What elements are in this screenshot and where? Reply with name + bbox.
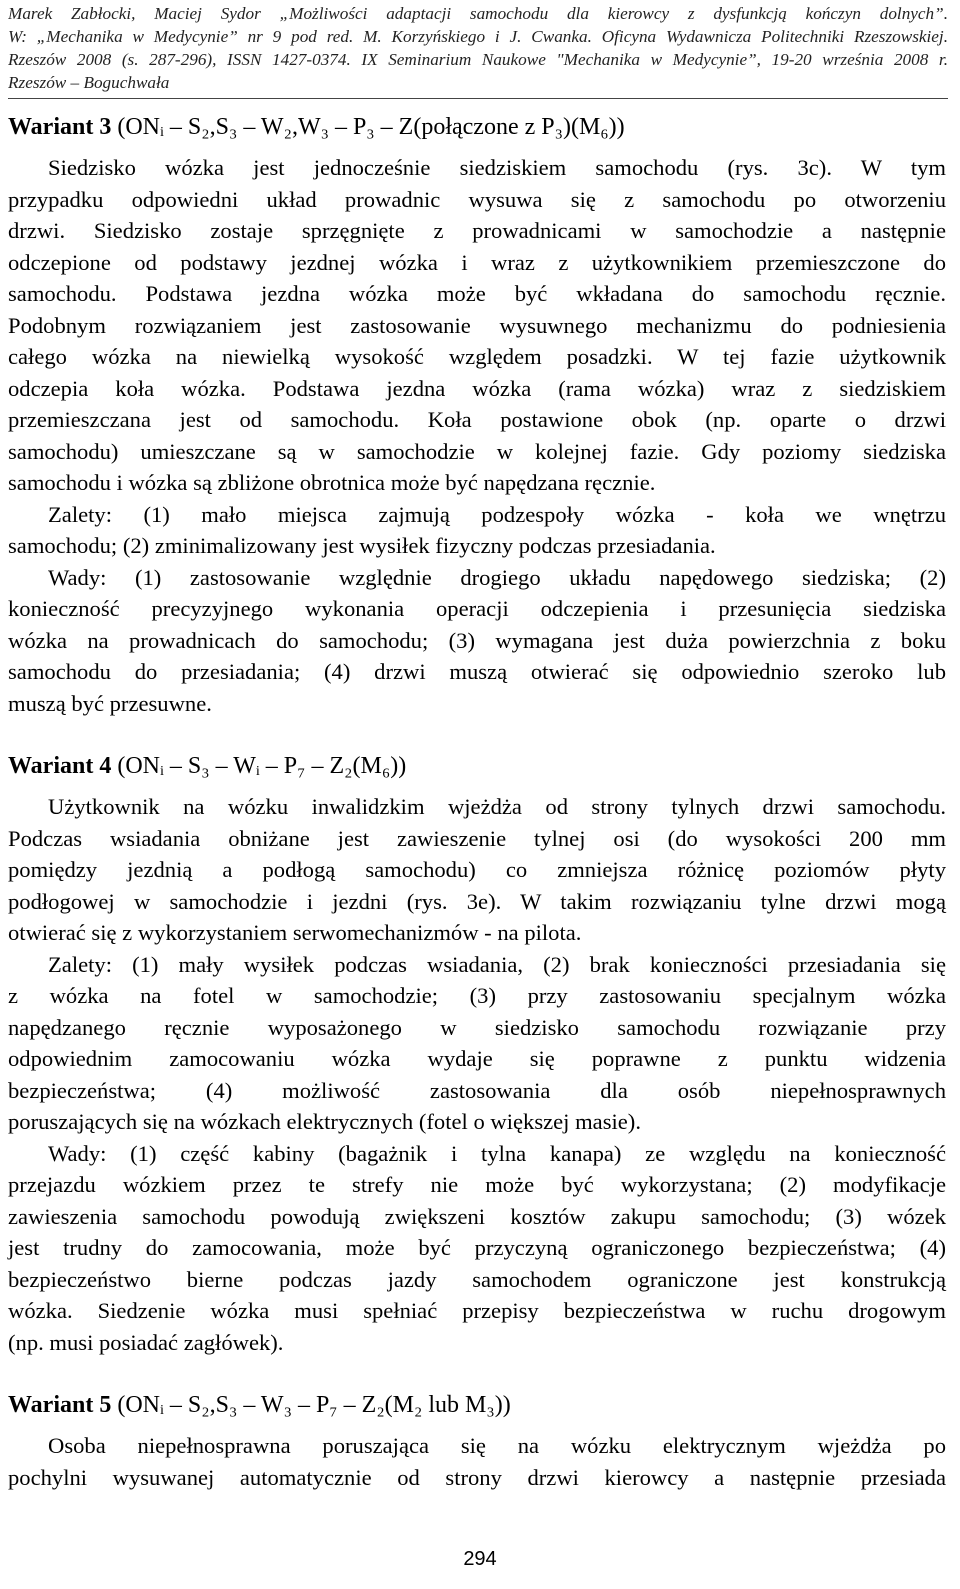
text-line: podłogowej w samochodzie i jezdni (rys. 3e). W takim rozwiązaniu tylne drzwi mogą	[8, 888, 946, 914]
text-line: (np. musi posiadać zagłówek).	[8, 1329, 284, 1355]
text-line: Zalety: (1) mały wysiłek podczas wsiadania, (2) brak konieczności przesiadania się	[48, 951, 946, 977]
text-line: odczepia koła wózka. Podstawa jezdna wózka (rama wózka) wraz z siedziskiem	[8, 375, 946, 401]
paragraph	[8, 562, 946, 720]
text-line: wózka. Siedzenie wózka musi spełniać przepisy bezpieczeństwa w ruchu drogowym	[8, 1298, 946, 1323]
citation-header	[8, 2, 948, 99]
citation-line: Rzeszów – Boguchwała	[8, 73, 170, 92]
text-line: pochylni wysuwanej automatycznie od strony drzwi kierowcy a następnie przesiada	[8, 1464, 946, 1490]
paragraph	[8, 949, 946, 1138]
section-heading-label: Wariant 4	[8, 753, 112, 779]
page-body	[8, 112, 946, 1493]
paragraph	[8, 791, 946, 949]
text-line: otwierać się z wykorzystaniem serwomechanizmów - na pilota.	[8, 920, 582, 945]
section-heading-formula: (ONᵢ – S₂,S₃ – W₃ – P₇ – Z₂(M₂ lub M₃))	[117, 1392, 511, 1418]
section-heading-wariant-3	[8, 112, 946, 142]
text-line: samochodu do przesiadania; (4) drzwi muszą otwierać się odpowiednio szeroko lub	[8, 659, 946, 684]
citation-line: Rzeszów 2008 (s. 287-296), ISSN 1427-0374. IX Seminarium Naukowe "Mechanika w Medycynie”, 19-20 września 2008 r.	[8, 50, 948, 69]
section-heading-wariant-5	[8, 1390, 946, 1420]
text-line: napędzanego ręcznie wyposażonego w siedzisko samochodu rozwiązanie przy	[8, 1014, 946, 1040]
section-heading-label: Wariant 5	[8, 1392, 112, 1418]
text-line: przejazdu wózkiem przez te strefy nie może być wykorzystana; (2) modyfikacje	[8, 1172, 946, 1197]
text-line: Podczas wsiadania obniżane jest zawieszenie tylnej osi (do wysokości 200 mm	[8, 825, 946, 851]
paragraph	[8, 499, 946, 562]
paragraph	[8, 1138, 946, 1359]
text-line: jest trudny do zamocowania, może być przyczyną ograniczonego bezpieczeństwa; (4)	[8, 1235, 946, 1260]
text-line: przypadku odpowiedni układ prowadnic wysuwa się z samochodu po otworzeniu	[8, 186, 946, 212]
text-line: samochodu i wózka są zbliżone obrotnica może być napędzana ręcznie.	[8, 470, 656, 495]
text-line: Siedzisko wózka jest jednocześnie siedziskiem samochodu (rys. 3c). W tym	[48, 155, 946, 180]
text-line: konieczność precyzyjnego wykonania operacji odczepienia i przesunięcia siedziska	[8, 596, 946, 621]
paragraph	[8, 152, 946, 499]
text-line: samochodu) umieszczane są w samochodzie w kolejnej fazie. Gdy poziomy siedziska	[8, 438, 946, 464]
section-heading-formula: (ONᵢ – S₂,S₃ – W₂,W₃ – P₃ – Z(połączone z P₃)(M₆))	[117, 114, 625, 140]
text-line: samochodu. Podstawa jezdna wózka może być wkładana do samochodu ręcznie.	[8, 281, 946, 306]
text-line: bezpieczeństwo bierne podczas jazdy samochodem ograniczone jest konstrukcją	[8, 1266, 946, 1292]
text-line: poruszających się na wózkach elektrycznych (fotel o większej masie).	[8, 1109, 641, 1134]
section-heading-wariant-4	[8, 751, 946, 781]
paragraph	[8, 1430, 946, 1493]
text-line: muszą być przesuwne.	[8, 690, 212, 716]
text-line: Zalety: (1) mało miejsca zajmują podzespoły wózka - koła we wnętrzu	[48, 501, 946, 527]
text-line: zawieszenia samochodu powodują zwiększeni kosztów zakupu samochodu; (3) wózek	[8, 1203, 946, 1229]
text-line: z wózka na fotel w samochodzie; (3) przy zastosowaniu specjalnym wózka	[8, 983, 946, 1008]
text-line: drzwi. Siedzisko zostaje sprzęgnięte z prowadnicami w samochodzie a następnie	[8, 218, 946, 243]
citation-line: W: „Mechanika w Medycynie” nr 9 pod red. M. Korzyńskiego i J. Cwanka. Oficyna Wydawnicza Politechniki Rzeszowskiej.	[8, 27, 948, 46]
text-line: przemieszczana jest od samochodu. Koła postawione obok (np. oparte o drzwi	[8, 407, 946, 432]
text-line: Osoba niepełnosprawna poruszająca się na wózku elektrycznym wjeżdża po	[48, 1433, 946, 1458]
text-line: odczepione od podstawy jezdnej wózka i wraz z użytkownikiem przemieszczone do	[8, 249, 946, 275]
text-line: całego wózka na niewielką wysokość względem posadzki. W tej fazie użytkownik	[8, 344, 946, 369]
text-line: Wady: (1) część kabiny (bagażnik i tylna kanapa) ze względu na konieczność	[48, 1140, 946, 1166]
text-line: odpowiednim zamocowaniu wózka wydaje się poprawne z punktu widzenia	[8, 1046, 946, 1071]
text-line: pomiędzy jezdnią a podłogą samochodu) co zmniejsza różnicę poziomów płyty	[8, 857, 946, 882]
text-line: Użytkownik na wózku inwalidzkim wjeżdża od strony tylnych drzwi samochodu.	[48, 794, 946, 819]
text-line: Wady: (1) zastosowanie względnie drogiego układu napędowego siedziska; (2)	[48, 564, 946, 590]
text-line: bezpieczeństwa; (4) możliwość zastosowania dla osób niepełnosprawnych	[8, 1077, 946, 1103]
section-heading-formula: (ONᵢ – S₃ – Wᵢ – P₇ – Z₂(M₆))	[117, 753, 407, 779]
section-heading-label: Wariant 3	[8, 114, 112, 140]
text-line: Podobnym rozwiązaniem jest zastosowanie wysuwnego mechanizmu do podniesienia	[8, 312, 946, 338]
page-number: 294	[463, 1548, 497, 1570]
text-line: samochodu; (2) zminimalizowany jest wysiłek fizyczny podczas przesiadania.	[8, 533, 716, 558]
text-line: wózka na prowadnicach do samochodu; (3) wymagana jest duża powierzchnia z boku	[8, 627, 946, 653]
citation-line: Marek Zabłocki, Maciej Sydor „Możliwości adaptacji samochodu dla kierowcy z dysfunkcją kończyn dolnych”.	[8, 4, 948, 23]
